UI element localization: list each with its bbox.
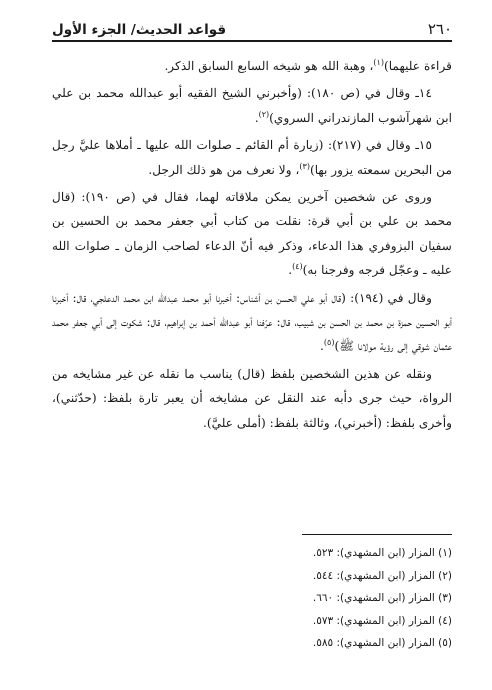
header-rule	[52, 40, 452, 42]
paragraph: قراءة عليهما)$^{(١)}$، وهبة الله هو شيخه السابع السابق الذكر.	[164, 57, 452, 73]
footnote-ref: (٥)	[323, 338, 335, 348]
footnote-ref: (٣)	[299, 161, 310, 171]
paragraph: وقال في (١٩٤): (قال أبو علي الحسن بن أشناس: أخبرنا أبو محمد عبدالله ابن محمد الدعلجي، قال: أخبرنا أبو الحسين حمزة بن محمد بن الحسن بن شبيب، قال: عرّفنا أبو عبدالله أحمد بن إبراهيم، قال: شكوت إلى أبي جعفر محمد عثمان شوقي إلى رؤية مولانا ﷺ)$^{(٥)}$.	[52, 290, 452, 354]
page-number: ٢٦٠	[427, 20, 452, 38]
footnote: (٣) المزار (ابن المشهدي): ٦٦٠.	[312, 592, 452, 604]
running-title: قواعد الحديث/ الجزء الأول	[52, 22, 227, 38]
footnote: (١) المزار (ابن المشهدي): ٥٢٣.	[312, 547, 452, 559]
body-text	[52, 54, 452, 438]
footnote-separator	[302, 534, 452, 535]
paragraph: وروى عن شخصين آخرين يمكن ملاقاته لهما، فقال في (ص ١٩٠): (قال محمد بن علي بن أبي قرة: نقلت من كتاب أبي جعفر محمد بن الحسين بن سفيان البزوفري هذا الدعاء، وذكر فيه أنّ الدعاء لصاحب الزمان ـ صلوات الله عليه ـ وعجّل فرجه وفرجنا به)$^{(٤)}$.	[52, 190, 452, 278]
footnotes	[152, 542, 452, 655]
footnote: (٥) المزار (ابن المشهدي): ٥٨٥.	[312, 637, 452, 649]
footnote-ref: (٢)	[258, 109, 270, 119]
footnote-ref: (٤)	[292, 262, 303, 272]
paragraph: ونقله عن هذين الشخصين بلفظ (قال) يناسب ما نقله عن غير مشايخه من الرواة، حيث جرى دأبه عند النقل عن مشايخه أن يعبر تارة بلفظ: (حدّثني)، وأخرى بلفظ: (أخبرني)، وثالثة بلفظ: (أملى عليَّ).	[52, 366, 452, 430]
page-header	[52, 12, 452, 38]
paragraph: ١٥ـ وقال في (٢١٧): (زيارة أم القائم ـ صلوات الله عليها ـ أملاها عليَّ رجل من البحرين سمعته يزور بها)$^{(٣)}$، ولا نعرف من هو ذلك الرجل.	[52, 138, 452, 177]
footnote: (٢) المزار (ابن المشهدي): ٥٤٤.	[312, 569, 452, 582]
footnote: (٤) المزار (ابن المشهدي): ٥٧٣.	[312, 614, 452, 627]
paragraph: ١٤ـ وقال في (ص ١٨٠): (وأخبرني الشيخ الفقيه أبو عبدالله محمد بن علي ابن شهرآشوب المازندراني السروي)$^{(٢)}$.	[52, 86, 452, 125]
footnote-ref: (١)	[373, 57, 384, 67]
